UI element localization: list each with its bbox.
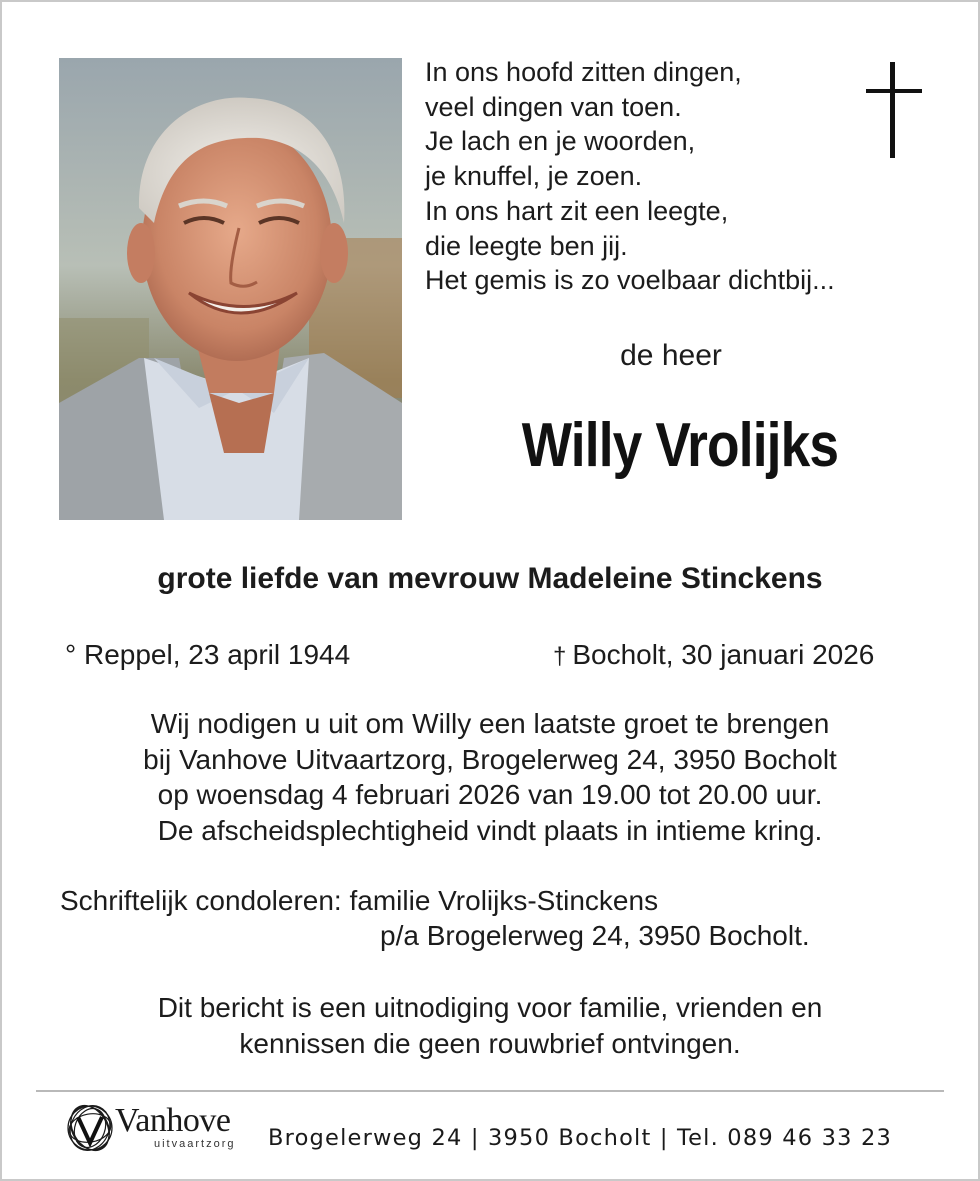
honorific: de heer <box>620 339 722 372</box>
birth-info: ° Reppel, 23 april 1944 <box>65 639 351 670</box>
notice-line: kennissen die geen rouwbrief ontvingen. <box>239 1027 741 1059</box>
notice-text <box>40 990 940 1061</box>
condolence-address <box>60 884 880 953</box>
invitation-line: Wij nodigen u uit om Willy een laatste groet te brengen <box>150 708 830 739</box>
cross-icon <box>866 62 922 158</box>
logo-tagline: uitvaartzorg <box>154 1138 236 1150</box>
invitation-line: op woensdag 4 februari 2026 van 19.00 tot 20.00 uur. <box>157 779 823 810</box>
death-info <box>553 637 874 675</box>
vanhove-logo <box>63 1100 253 1160</box>
poem-line: In ons hoofd zitten dingen, <box>425 57 742 87</box>
spouse-line: grote liefde van mevrouw Madeleine Stinckens <box>157 562 823 595</box>
notice-line: Dit bericht is een uitnodiging voor familie, vrienden en <box>157 992 823 1023</box>
death-text: Bocholt, 30 januari 2026 <box>572 639 875 670</box>
poem-line: die leegte ben jij. <box>425 230 628 261</box>
footer-address: Brogelerweg 24 | 3950 Bocholt | Tel. 089 46 33 23 <box>268 1125 893 1151</box>
invitation-line: De afscheidsplechtigheid vindt plaats in intieme kring. <box>157 814 823 846</box>
invitation-text <box>40 706 940 848</box>
memorial-poem <box>425 55 885 298</box>
poem-line: veel dingen van toen. <box>425 91 682 122</box>
logo-brand: Vanhove <box>115 1102 231 1139</box>
poem-line: je knuffel, je zoen. <box>425 161 643 192</box>
poem-line: Je lach en je woorden, <box>425 126 696 157</box>
footer-divider <box>36 1090 944 1092</box>
condolence-line-2: p/a Brogelerweg 24, 3950 Bocholt. <box>380 919 810 951</box>
deceased-name: Willy Vrolijks <box>521 411 839 480</box>
poem-line: Het gemis is zo voelbaar dichtbij... <box>425 265 835 296</box>
poem-line: In ons hart zit een leegte, <box>425 195 729 226</box>
dagger-icon: † <box>553 643 567 670</box>
portrait-photo <box>59 58 402 520</box>
invitation-line: bij Vanhove Uitvaartzorg, Brogelerweg 24, 3950 Bocholt <box>143 743 837 775</box>
condolence-line-1: Schriftelijk condoleren: familie Vrolijks-Stinckens <box>60 885 659 916</box>
logo-mark-icon <box>63 1100 121 1156</box>
